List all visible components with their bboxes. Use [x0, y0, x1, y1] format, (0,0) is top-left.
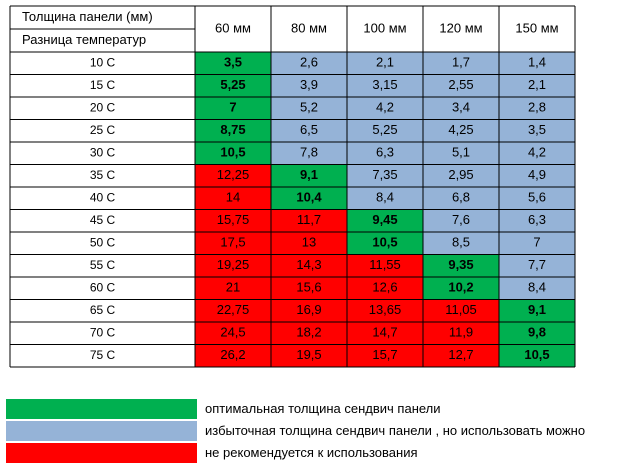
- table-cell-value: 19,5: [296, 347, 322, 363]
- table-cell-value: 6,5: [299, 122, 319, 138]
- legend-label: избыточная толщина сендвич панели , но использовать можно: [205, 423, 586, 438]
- table-cell-value: 4,25: [448, 122, 474, 138]
- table-cell-value: 16,9: [296, 302, 322, 318]
- table-cell-value: 12,25: [216, 167, 250, 183]
- table-cell-value: 7,7: [527, 257, 547, 273]
- table-cell-value: 9,35: [448, 257, 474, 273]
- column-header: 60 мм: [215, 20, 251, 36]
- row-label: 75 С: [89, 347, 116, 362]
- legend-swatch: [6, 399, 197, 419]
- row-label: 15 С: [89, 77, 116, 92]
- table-cell-value: 5,25: [220, 77, 246, 93]
- table-cell-value: 3,4: [451, 99, 471, 115]
- table-cell-value: 15,7: [372, 347, 398, 363]
- row-label: 25 С: [89, 122, 116, 137]
- table-cell-value: 5,1: [451, 144, 471, 160]
- table-cell-value: 4,9: [527, 167, 547, 183]
- row-label: 10 С: [89, 55, 116, 70]
- table-cell-value: 4,2: [375, 99, 395, 115]
- row-label: 35 С: [89, 167, 116, 182]
- row-label: 70 С: [89, 325, 116, 340]
- table-cell-value: 10,5: [372, 234, 398, 250]
- row-label: 65 С: [89, 302, 116, 317]
- table-cell-value: 3,9: [299, 77, 319, 93]
- column-header: 80 мм: [291, 20, 327, 36]
- table-cell-value: 15,75: [216, 212, 250, 228]
- table-cell-value: 2,1: [375, 54, 395, 70]
- table-cell-value: 6,3: [527, 212, 547, 228]
- table-cell-value: 7: [533, 234, 541, 250]
- row-label: 20 С: [89, 100, 116, 115]
- column-header: 120 мм: [439, 20, 483, 36]
- header-temperature: Разница температур: [22, 31, 147, 47]
- table-cell-value: 5,6: [527, 189, 547, 205]
- table-cell-value: 22,75: [216, 302, 250, 318]
- table-cell-value: 7,6: [451, 212, 471, 228]
- legend-swatch: [6, 443, 197, 463]
- table-cell-value: 3,5: [527, 122, 547, 138]
- table-cell-value: 3,5: [223, 54, 243, 70]
- table-cell-value: 8,5: [451, 234, 471, 250]
- table-cell-value: 2,8: [527, 99, 547, 115]
- table-cell-value: 13,65: [368, 302, 402, 318]
- table-cell-value: 9,1: [527, 302, 547, 318]
- table-cell-value: 9,45: [372, 212, 398, 228]
- table-cell-value: 10,2: [448, 279, 474, 295]
- table-cell-value: 7: [229, 99, 237, 115]
- legend-swatch: [6, 421, 197, 441]
- table-cell-value: 8,75: [220, 122, 246, 138]
- table-cell-value: 24,5: [220, 324, 246, 340]
- row-label: 50 С: [89, 235, 116, 250]
- table-cell-value: 10,5: [220, 144, 246, 160]
- row-label: 45 С: [89, 212, 116, 227]
- table-cell-value: 13: [301, 234, 317, 250]
- table-cell-value: 2,95: [448, 167, 474, 183]
- table-cell-value: 3,15: [372, 77, 398, 93]
- legend-label: не рекомендуется к использования: [205, 445, 418, 460]
- table-cell-value: 12,7: [448, 347, 474, 363]
- table-cell-value: 11,05: [445, 302, 477, 318]
- table-cell-value: 11,55: [369, 257, 401, 273]
- table-cell-value: 7,8: [299, 144, 319, 160]
- table-cell-value: 11,7: [296, 212, 322, 228]
- table-cell-value: 7,35: [372, 167, 398, 183]
- table-cell-value: 14,7: [372, 324, 398, 340]
- table-cell-value: 26,2: [220, 347, 246, 363]
- column-header: 100 мм: [363, 20, 407, 36]
- row-label: 30 С: [89, 145, 116, 160]
- table-cell-value: 2,55: [448, 77, 474, 93]
- table-cell-value: 2,1: [527, 77, 547, 93]
- table-cell-value: 8,4: [375, 189, 395, 205]
- table-cell-value: 18,2: [296, 324, 322, 340]
- table-cell-value: 14: [225, 189, 241, 205]
- row-label: 60 С: [89, 280, 116, 295]
- table-cell-value: 1,7: [451, 54, 471, 70]
- column-header: 150 мм: [515, 20, 559, 36]
- table-cell-value: 6,3: [375, 144, 395, 160]
- table-cell-value: 19,25: [216, 257, 250, 273]
- table-cell-value: 8,4: [527, 279, 547, 295]
- table-cell-value: 11,9: [448, 324, 474, 340]
- legend-label: оптимальная толщина сендвич панели: [205, 401, 441, 416]
- row-label: 55 С: [89, 257, 116, 272]
- table-cell-value: 10,4: [296, 189, 322, 205]
- table-cell-value: 5,2: [299, 99, 319, 115]
- table-cell-value: 21: [225, 279, 241, 295]
- table-cell-value: 1,4: [527, 54, 547, 70]
- header-thickness: Толщина панели (мм): [22, 8, 153, 24]
- row-label: 40 С: [89, 190, 116, 205]
- table-cell-value: 9,1: [299, 167, 319, 183]
- table-cell-value: 10,5: [524, 347, 550, 363]
- table-cell-value: 15,6: [296, 279, 322, 295]
- table-cell-value: 17,5: [220, 234, 246, 250]
- table-cell-value: 9,8: [527, 324, 547, 340]
- table-cell-value: 6,8: [451, 189, 471, 205]
- table-cell-value: 2,6: [299, 54, 319, 70]
- table-cell-value: 14,3: [296, 257, 322, 273]
- table-cell-value: 12,6: [372, 279, 398, 295]
- table-cell-value: 4,2: [527, 144, 547, 160]
- table-cell-value: 5,25: [372, 122, 398, 138]
